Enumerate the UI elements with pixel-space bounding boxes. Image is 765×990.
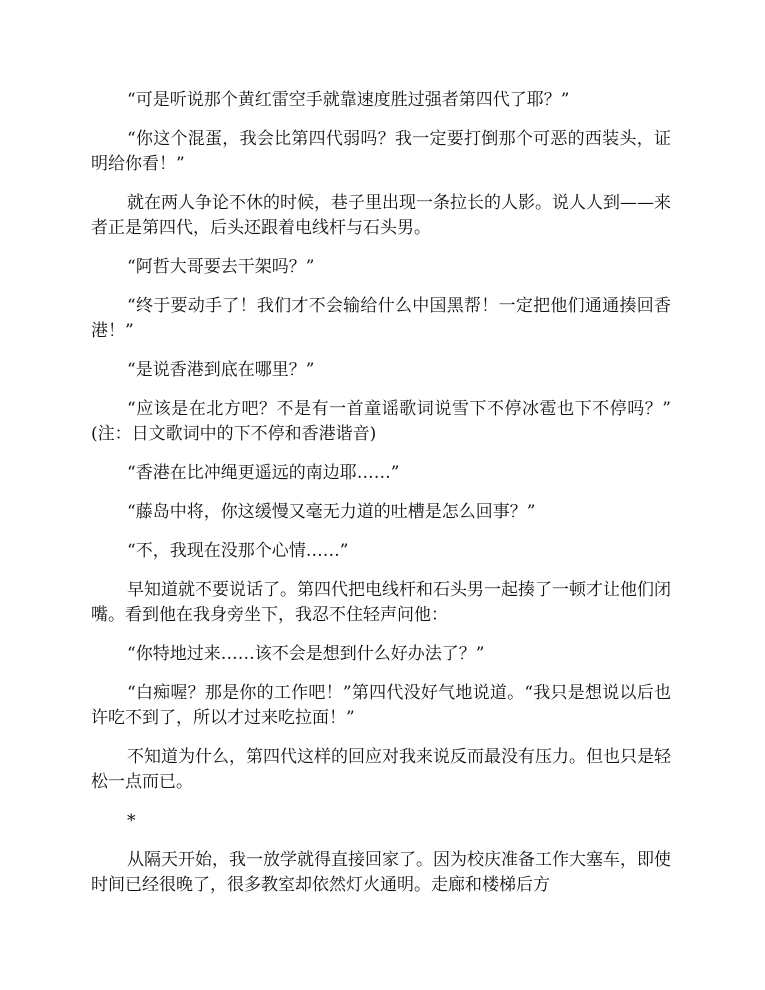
paragraph-4: “阿哲大哥要去干架吗？” <box>127 257 315 277</box>
paragraph-13: “白痴喔？那是你的工作吧！”第四代没好气地说道。“我只是想说以后也许吃不到了，所以才过来吃拉面！” <box>91 683 671 728</box>
paragraph-11: 早知道就不要说话了。第四代把电线杆和石头男一起揍了一顿才让他们闭嘴。看到他在我身旁坐下，我忍不住轻声问他： <box>91 580 671 625</box>
paragraph-10: “不，我现在没那个心情……” <box>127 541 349 561</box>
paragraph-8: “香港在比冲绳更遥远的南边耶……” <box>127 463 400 483</box>
body-text <box>91 88 671 912</box>
paragraph-5: “终于要动手了！我们才不会输给什么中国黑帮！一定把他们通通揍回香港！” <box>91 296 671 341</box>
paragraph-1: “可是听说那个黄红雷空手就靠速度胜过强者第四代了耶？” <box>127 90 570 110</box>
paragraph-14: 不知道为什么，第四代这样的回应对我来说反而最没有压力。但也只是轻松一点而已。 <box>91 747 671 792</box>
paragraph-6: “是说香港到底在哪里？” <box>127 360 315 380</box>
paragraph-7: “应该是在北方吧？不是有一首童谣歌词说雪下不停冰雹也下不停吗？” (注：日文歌词中的下不停和香港谐音) <box>91 399 671 444</box>
paragraph-12: “你特地过来……该不会是想到什么好办法了？” <box>127 644 485 664</box>
scene-break-asterisk: * <box>127 811 136 831</box>
paragraph-3: 就在两人争论不休的时候，巷子里出现一条拉长的人影。说人人到——来者正是第四代，后头还跟着电线杆与石头男。 <box>91 193 671 238</box>
paragraph-15: 从隔天开始，我一放学就得直接回家了。因为校庆准备工作大塞车，即使时间已经很晚了，很多教室却依然灯火通明。走廊和楼梯后方 <box>91 850 671 895</box>
paragraph-2: “你这个混蛋，我会比第四代弱吗？我一定要打倒那个可恶的西装头，证明给你看！” <box>91 129 671 174</box>
paragraph-9: “藤岛中将，你这缓慢又毫无力道的吐槽是怎么回事？” <box>127 502 536 522</box>
